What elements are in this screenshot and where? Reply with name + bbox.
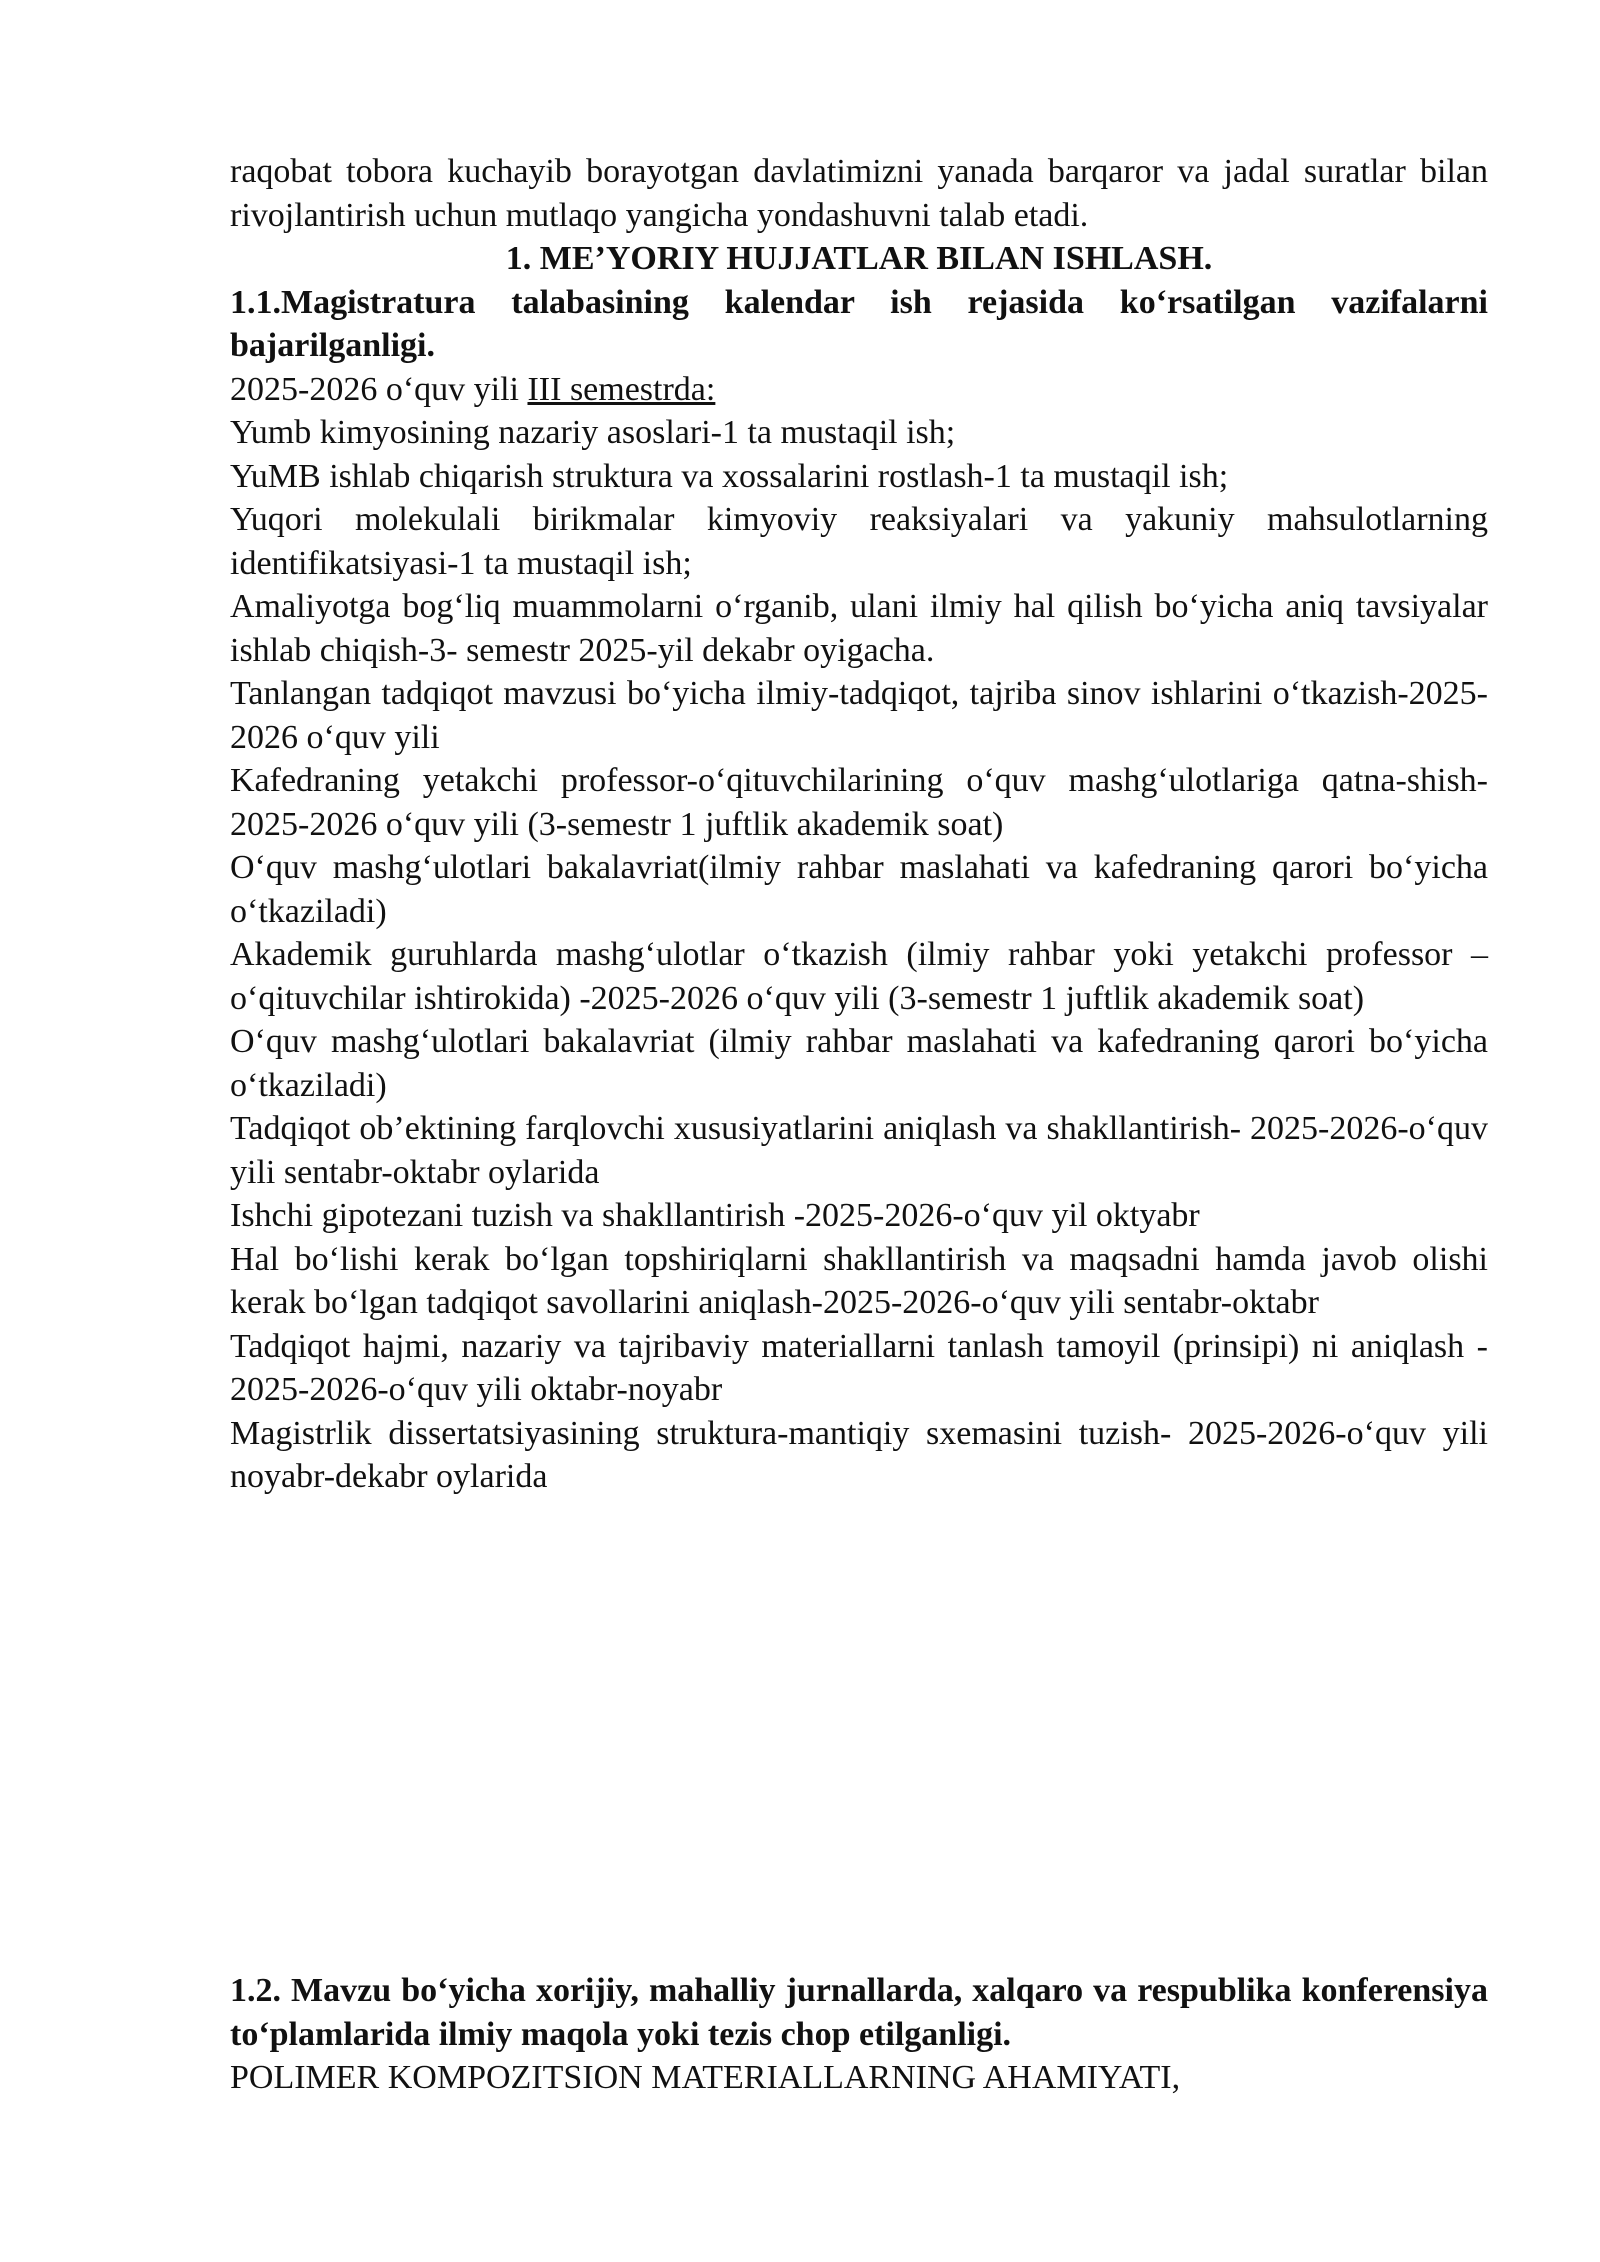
task-item: Tadqiqot ob’ektining farqlovchi xususiyatlarini aniqlash va shakllantirish- 2025-2026-oʻquv yili sentabr-oktabr oylarida [230, 1110, 1488, 1191]
task-item: Kafedraning yetakchi professor-oʻqituvchilarining oʻquv mashgʻulotlariga qatna-shish-2025-2026 oʻquv yili (3-semestr 1 juftlik akademik soat) [230, 762, 1488, 843]
article-title-line: POLIMER KOMPOZITSION MATERIALLARNING AHAMIYATI, [230, 2059, 1181, 2096]
section-1-2-title: . Mavzu boʻyicha xorijiy, mahalliy jurnallarda, xalqaro va respublika konferensiya toʻplamlarida ilmiy maqola yoki tezis chop etilganligi. [230, 1972, 1488, 2053]
section-1-2-number: 1.2 [230, 1972, 273, 2009]
semester-line [230, 368, 1488, 412]
task-item: Oʻquv mashgʻulotlari bakalavriat(ilmiy rahbar maslahati va kafedraning qarori boʻyicha oʻtkaziladi) [230, 849, 1488, 930]
task-item: Akademik guruhlarda mashgʻulotlar oʻtkazish (ilmiy rahbar yoki yetakchi professor – oʻqituvchilar ishtirokida) -2025-2026 oʻquv yili (3-semestr 1 juftlik akademik soat) [230, 936, 1488, 1017]
task-item: Yumb kimyosining nazariy asoslari-1 ta mustaqil ish; [230, 414, 956, 451]
task-item: Magistrlik dissertatsiyasining struktura-mantiqiy sxemasini tuzish- 2025-2026-oʻquv yili noyabr-dekabr oylarida [230, 1414, 1488, 1495]
document-page [230, 150, 1488, 1499]
task-item: Tanlangan tadqiqot mavzusi boʻyicha ilmiy-tadqiqot, tajriba sinov ishlarini oʻtkazish-2025-2026 oʻquv yili [230, 675, 1488, 756]
task-item: Tadqiqot hajmi, nazariy va tajribaviy materiallarni tanlash tamoyil (prinsipi) ni aniqlash - 2025-2026-oʻquv yili oktabr-noyabr [230, 1327, 1488, 1408]
intro-paragraph: raqobat tobora kuchayib borayotgan davlatimizni yanada barqaror va jadal suratlar bilan rivojlantirish uchun mutlaqo yangicha yondashuvni talab etadi. [230, 153, 1488, 234]
task-item: Oʻquv mashgʻulotlari bakalavriat (ilmiy rahbar maslahati va kafedraning qarori boʻyicha oʻtkaziladi) [230, 1023, 1488, 1104]
section-1-heading: 1. ME’YORIY HUJJATLAR BILAN ISHLASH. [505, 240, 1213, 277]
semester-prefix: 2025-2026 oʻquv yili [230, 370, 528, 408]
section-1-2-heading [230, 1969, 1488, 2056]
task-item: Amaliyotga bogʻliq muammolarni oʻrganib, ulani ilmiy hal qilish boʻyicha aniq tavsiyalar ishlab chiqish-3- semestr 2025-yil dekabr oyigacha. [230, 588, 1488, 669]
task-item: Hal boʻlishi kerak boʻlgan topshiriqlarni shakllantirish va maqsadni hamda javob olishi kerak boʻlgan tadqiqot savollarini aniqlash-2025-2026-oʻquv yili sentabr-oktabr [230, 1240, 1488, 1321]
task-item: YuMB ishlab chiqarish struktura va xossalarini rostlash-1 ta mustaqil ish; [230, 457, 1229, 495]
task-item: Ishchi gipotezani tuzish va shakllantirish -2025-2026-oʻquv yil oktyabr [230, 1197, 1200, 1234]
section-1-2 [230, 1969, 1488, 2100]
semester-underlined: III semestrda: [527, 370, 716, 408]
section-1-1-heading: 1.1.Magistratura talabasining kalendar ish rejasida koʻrsatilgan vazifalarni bajarilganligi. [230, 283, 1488, 364]
task-item: Yuqori molekulali birikmalar kimyoviy reaksiyalari va yakuniy mahsulotlarning identifikatsiyasi-1 ta mustaqil ish; [230, 501, 1488, 582]
